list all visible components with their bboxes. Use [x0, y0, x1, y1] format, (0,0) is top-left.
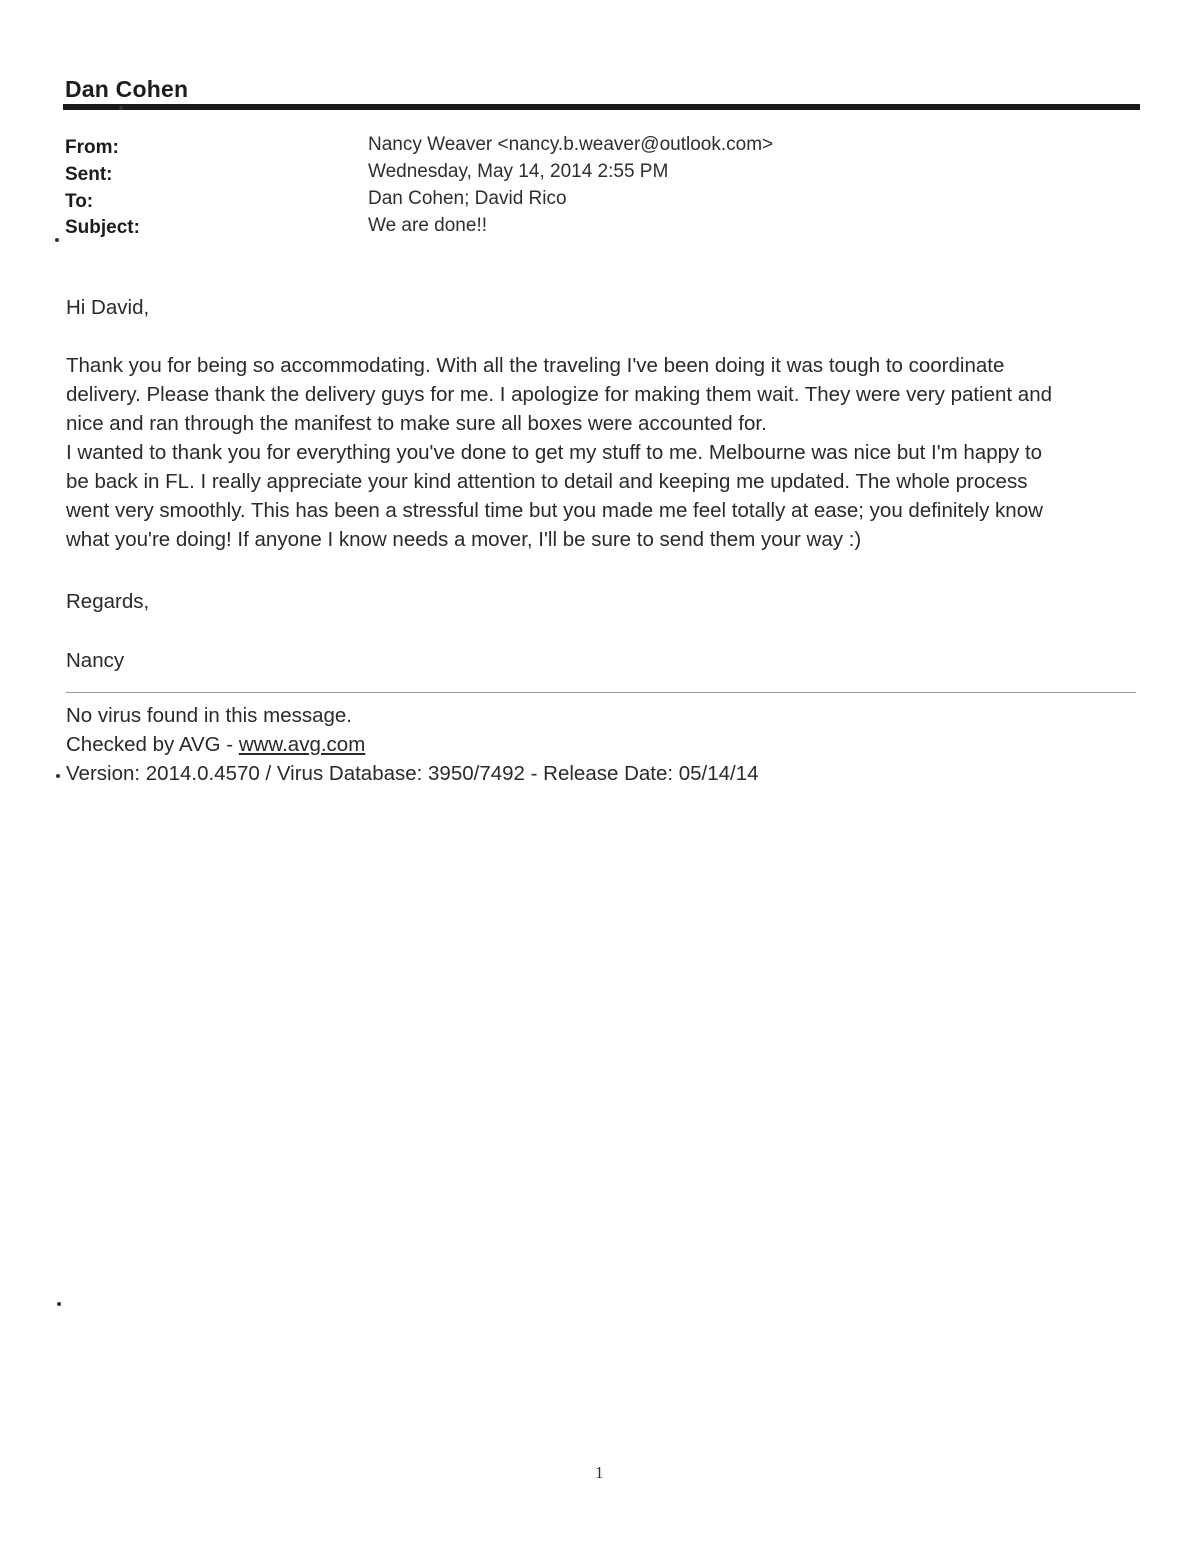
sent-value: Wednesday, May 14, 2014 2:55 PM: [368, 161, 669, 182]
checked-by-line: [66, 733, 365, 757]
virus-status: No virus found in this message.: [66, 704, 352, 727]
subject-label: Subject:: [65, 217, 140, 238]
checked-by-prefix: Checked by AVG -: [66, 733, 239, 756]
message-line: Thank you for being so accommodating. With all the traveling I've been doing it was tough to coordinate: [66, 354, 1005, 377]
scan-speck: [119, 106, 123, 110]
from-label: From:: [65, 137, 119, 158]
from-value: Nancy Weaver <nancy.b.weaver@outlook.com>: [368, 134, 774, 155]
message-line: be back in FL. I really appreciate your kind attention to detail and keeping me updated. The whole process: [66, 470, 1028, 493]
message-line: what you're doing! If anyone I know needs a mover, I'll be sure to send them your way :): [66, 528, 862, 551]
message-line: I wanted to thank you for everything you've done to get my stuff to me. Melbourne was nice but I'm happy to: [66, 441, 1043, 464]
scan-speck: [55, 238, 59, 242]
footer-divider: [66, 692, 1136, 693]
avg-link[interactable]: www.avg.com: [238, 733, 366, 756]
to-value: Dan Cohen; David Rico: [368, 188, 567, 209]
greeting: Hi David,: [66, 296, 150, 319]
scan-speck: [56, 774, 60, 778]
mailbox-owner-name: Dan Cohen: [65, 76, 189, 102]
scan-speck: [57, 1302, 61, 1306]
message-paragraph: [66, 351, 1146, 554]
header-divider: [63, 104, 1140, 110]
subject-value: We are done!!: [368, 215, 488, 236]
message-line: nice and ran through the manifest to make sure all boxes were accounted for.: [66, 412, 767, 435]
message-line: went very smoothly. This has been a stressful time but you made me feel totally at ease; you definitely know: [66, 499, 1043, 522]
page-number: 1: [595, 1463, 604, 1482]
sent-label: Sent:: [65, 164, 113, 185]
to-label: To:: [65, 191, 94, 212]
version-info: Version: 2014.0.4570 / Virus Database: 3950/7492 - Release Date: 05/14/14: [66, 762, 759, 785]
closing: Regards,: [66, 590, 150, 613]
message-line: delivery. Please thank the delivery guys for me. I apologize for making them wait. They were very patient and: [66, 383, 1053, 406]
signature: Nancy: [66, 649, 125, 672]
